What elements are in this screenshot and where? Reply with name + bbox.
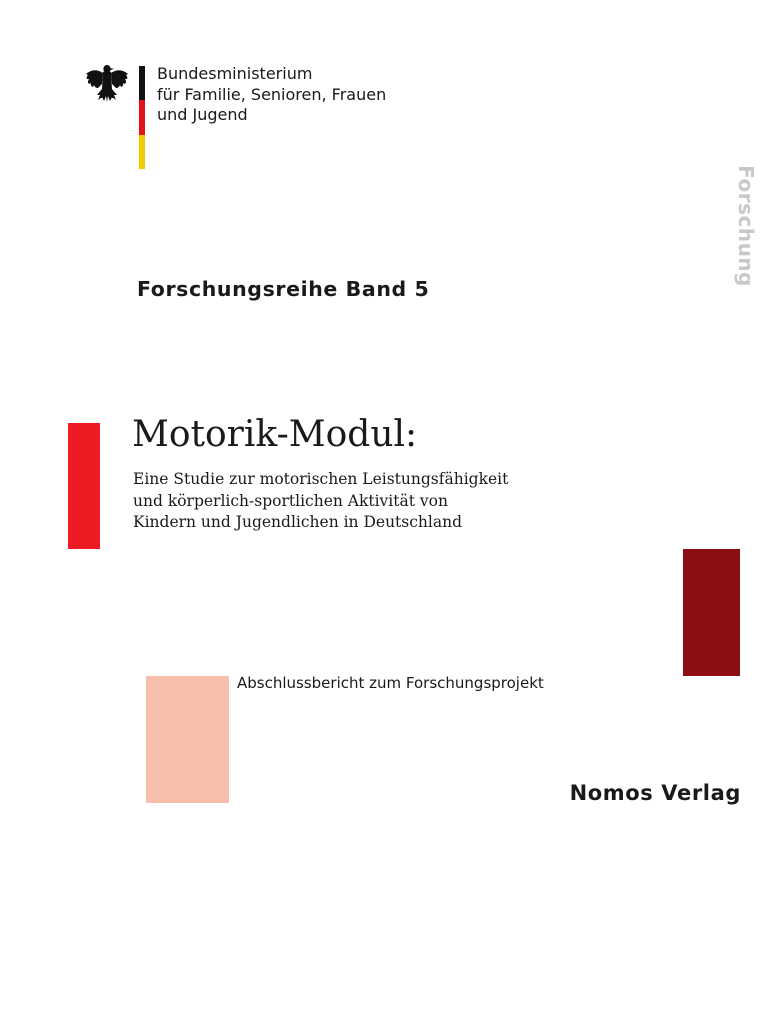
side-label bbox=[733, 165, 759, 287]
report-type: Abschlussbericht zum Forschungsprojekt bbox=[237, 674, 544, 692]
publisher-name: Nomos Verlag bbox=[569, 781, 741, 805]
ministry-line-2: für Familie, Senioren, Frauen bbox=[157, 84, 387, 104]
subtitle-line-2: und körperlich-sportlichen Aktivität von bbox=[133, 491, 448, 510]
ministry-line-3: und Jugend bbox=[157, 105, 248, 124]
subtitle-line-1: Eine Studie zur motorischen Leistungsfähigkeit bbox=[133, 470, 509, 488]
side-label-text: Forschung bbox=[734, 165, 758, 287]
subtitle-line-3: Kindern und Jugendlichen in Deutschland bbox=[133, 513, 463, 531]
german-flag-bar bbox=[139, 66, 145, 169]
federal-eagle-icon bbox=[84, 62, 130, 104]
ministry-line-1: Bundesministerium bbox=[157, 64, 313, 83]
series-title: Forschungsreihe Band 5 bbox=[137, 277, 430, 301]
salmon-accent-block bbox=[146, 676, 229, 803]
document-title: Motorik-Modul: bbox=[132, 414, 418, 455]
document-subtitle bbox=[133, 469, 508, 534]
red-accent-block bbox=[68, 423, 100, 549]
flag-stripe-gold bbox=[139, 135, 145, 169]
ministry-name bbox=[157, 64, 386, 126]
flag-stripe-red bbox=[139, 100, 145, 135]
dark-red-accent-block bbox=[683, 549, 740, 676]
flag-stripe-black bbox=[139, 66, 145, 100]
